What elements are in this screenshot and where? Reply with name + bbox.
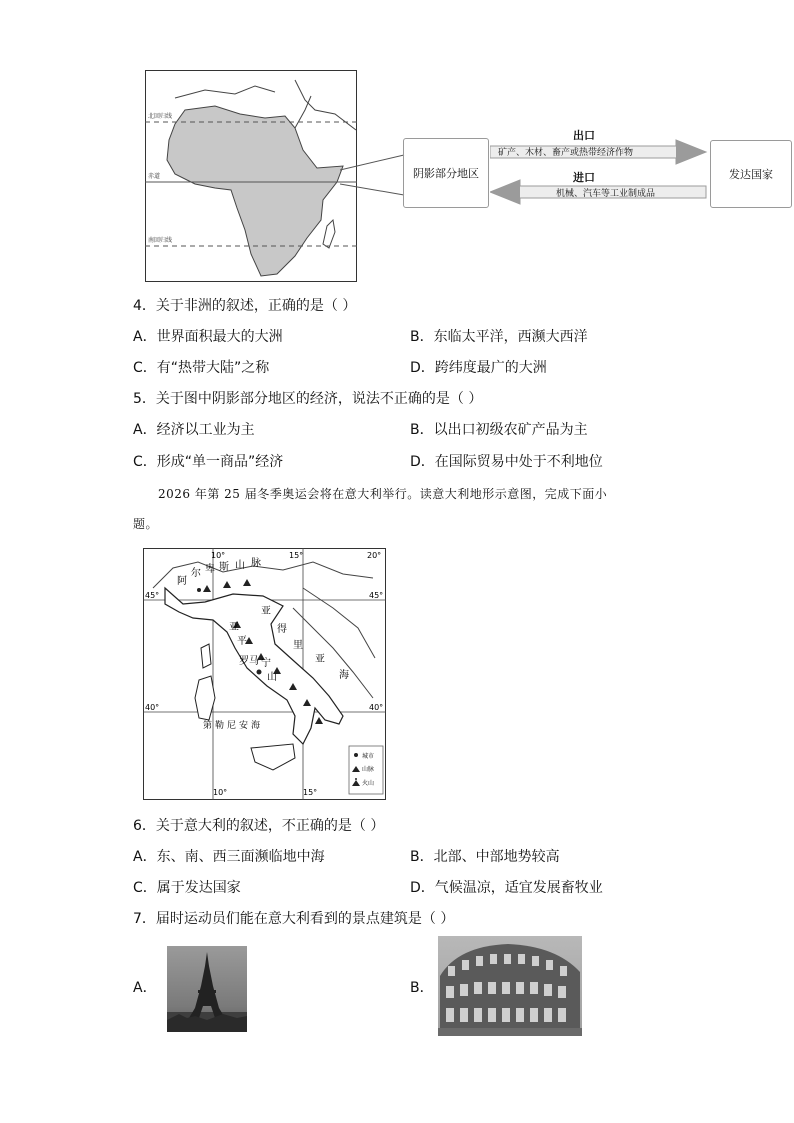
q7-option-b[interactable]: B． <box>410 980 434 996</box>
region-box <box>403 138 489 208</box>
export-label: 出口 <box>573 129 595 142</box>
alps-char-6: 脉 <box>251 558 261 569</box>
intro-line-1: 2026 年第 25 届冬季奥运会将在意大利举行。读意大利地形示意图，完成下面小 <box>158 487 608 501</box>
q6-option-c[interactable]: C．属于发达国家 <box>133 880 241 896</box>
lon-15-label: 15° <box>289 551 304 560</box>
colosseum-photo[interactable] <box>438 936 582 1036</box>
intro-line-2: 题。 <box>133 517 159 531</box>
q7-option-a[interactable]: A． <box>133 980 157 996</box>
rome-dot <box>257 670 262 675</box>
q6-option-d[interactable]: D．气候温凉，适宜发展畜牧业 <box>410 880 603 896</box>
q5-option-d[interactable]: D．在国际贸易中处于不利地位 <box>410 454 603 470</box>
q5-option-a[interactable]: A．经济以工业为主 <box>133 422 255 438</box>
export-goods: 矿产、木材、畜产或热带经济作物 <box>498 148 634 158</box>
q4-option-d[interactable]: D．跨纬度最广的大洲 <box>410 360 547 376</box>
region-box-label: 阴影部分地区 <box>413 167 479 180</box>
adriatic-char-3: 里 <box>293 640 303 651</box>
q6-option-b[interactable]: B．北部、中部地势较高 <box>410 849 560 865</box>
adriatic-char-4: 亚 <box>315 654 325 665</box>
alps-char-5: 山 <box>235 560 245 571</box>
alps-char-3: 卑 <box>205 564 215 575</box>
eiffel-tower-photo[interactable] <box>167 946 247 1032</box>
question-6-stem: 6．关于意大利的叙述，不正确的是（ ） <box>133 818 385 834</box>
adriatic-char-5: 海 <box>339 670 349 681</box>
adriatic-char-1: 亚 <box>261 606 271 617</box>
apennines-char-4: 山 <box>267 672 277 683</box>
q4-option-c[interactable]: C．有“热带大陆”之称 <box>133 360 270 376</box>
legend-city: 城市 <box>362 753 375 760</box>
apennines-char-1: 亚 <box>229 622 239 633</box>
import-label: 进口 <box>573 171 595 184</box>
lon-10-bottom-label: 10° <box>213 788 228 797</box>
equator-label: 赤道 <box>148 173 161 180</box>
lat-45-label: 45° <box>145 591 160 600</box>
italy-map <box>143 548 386 800</box>
question-4-stem: 4．关于非洲的叙述，正确的是（ ） <box>133 298 357 314</box>
lat-40-right-label: 40° <box>369 703 384 712</box>
lon-20-label: 20° <box>367 551 382 560</box>
tyrrhenian-label: 第勒尼安海 <box>203 721 264 731</box>
question-7-stem: 7．届时运动员们能在意大利看到的景点建筑是（ ） <box>133 911 455 927</box>
q5-option-c[interactable]: C．形成“单一商品”经济 <box>133 454 284 470</box>
q4-option-a[interactable]: A．世界面积最大的大洲 <box>133 329 283 345</box>
apennines-char-2: 平 <box>237 636 247 647</box>
map-legend <box>349 746 383 794</box>
lat-45-right-label: 45° <box>369 591 384 600</box>
developed-box <box>710 140 792 208</box>
alps-char-4: 斯 <box>219 562 229 573</box>
tropic-cancer-label: 北回归线 <box>148 113 173 120</box>
alps-char-2: 尔 <box>191 568 201 579</box>
connector-lines <box>340 140 410 210</box>
developed-box-label: 发达国家 <box>729 168 773 181</box>
legend-volcano: 火山 <box>362 780 375 787</box>
lon-10-label: 10° <box>211 551 226 560</box>
q4-option-b[interactable]: B．东临太平洋，西濒大西洋 <box>410 329 588 345</box>
q5-option-b[interactable]: B．以出口初级农矿产品为主 <box>410 422 588 438</box>
lat-40-label: 40° <box>145 703 160 712</box>
apennines-char-3: 宁 <box>261 658 271 669</box>
legend-mountain: 山脉 <box>362 766 375 773</box>
q6-option-a[interactable]: A．东、南、西三面濒临地中海 <box>133 849 325 865</box>
lon-15-bottom-label: 15° <box>303 788 318 797</box>
question-5-stem: 5．关于图中阴影部分地区的经济，说法不正确的是（ ） <box>133 391 483 407</box>
africa-map <box>145 70 357 282</box>
import-goods: 机械、汽车等工业制成品 <box>556 189 656 199</box>
alps-char-1: 阿 <box>177 576 187 587</box>
rome-label: 罗马 <box>239 656 259 667</box>
adriatic-char-2: 得 <box>277 624 287 635</box>
tropic-capricorn-label: 南回归线 <box>148 237 173 244</box>
